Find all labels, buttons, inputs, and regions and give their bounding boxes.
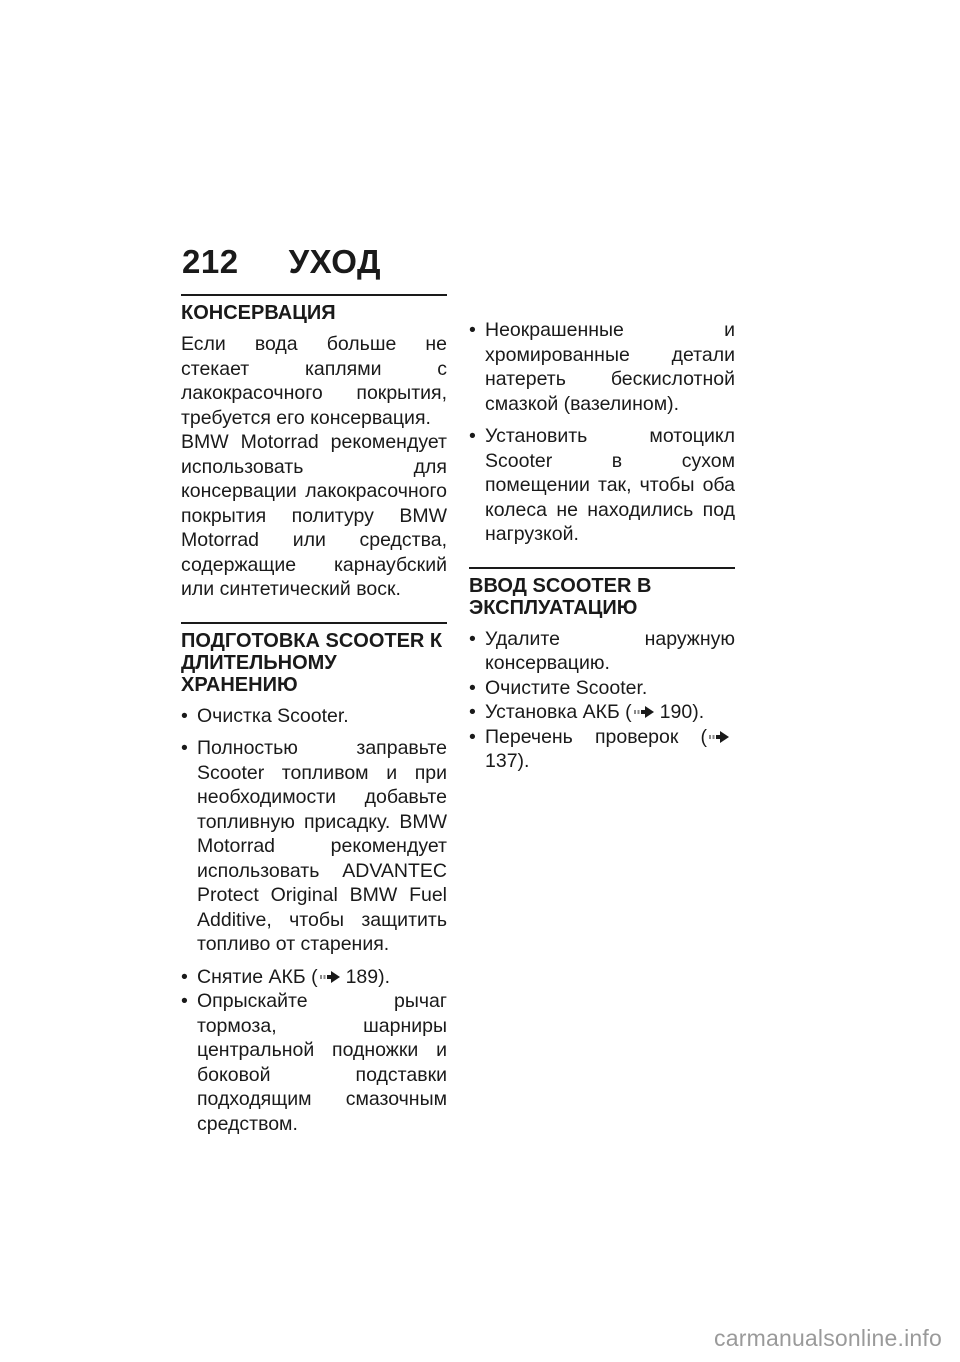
list-item: • Очистка Scooter. — [181, 704, 447, 729]
chapter-title: УХОД — [288, 243, 381, 280]
list-item-text: Перечень проверок ( — [485, 725, 707, 748]
section-title-conservation: КОНСЕРВАЦИЯ — [181, 294, 447, 324]
arrow-right-icon — [320, 970, 342, 984]
list-item-end: ). — [378, 965, 391, 988]
list-item: • Опрыскайте рычаг тормоза, шарниры центральной подножки и боковой подставки подходящим смазочным средством. — [181, 989, 447, 1136]
paragraph: Если вода больше не стекает каплями с лакокрасочного покрытия, требуется его консервация. — [181, 333, 447, 429]
page-number: 212 — [182, 243, 239, 280]
list-item-text: Установка АКБ ( — [485, 701, 632, 723]
right-column — [469, 294, 735, 774]
left-column — [181, 294, 447, 1144]
list-item-end: ). — [692, 701, 705, 723]
list-item — [181, 965, 447, 990]
list-item-text: Снятие АКБ ( — [197, 965, 318, 988]
storage-list-continued — [469, 318, 735, 547]
list-item — [469, 725, 735, 774]
list-item: • Неокрашенные и хромированные детали натереть бескислотной смазкой (вазелином). — [469, 318, 735, 416]
watermark: carmanualsonline.info — [714, 1325, 942, 1351]
list-item: • Полностью заправьте Scooter топливом и при необходимости добавьте топливную присадку. BMW Motorrad рекомендует использовать ADVANTEC Protect Original BMW Fuel Additive, чтобы защитить топливо от старения. — [181, 736, 447, 957]
list-item: • Очистите Scooter. — [469, 676, 735, 701]
list-item: • Установить мотоцикл Scooter в сухом помещении так, чтобы оба колеса не находились под нагрузкой. — [469, 424, 735, 547]
arrow-right-icon — [634, 705, 656, 719]
list-item — [469, 700, 735, 725]
section-title-storage: ПОДГОТОВКА SCOOTER К ДЛИТЕЛЬНОМУ ХРАНЕНИЮ — [181, 622, 447, 696]
arrow-right-icon — [709, 730, 731, 744]
page-reference[interactable]: 189 — [345, 965, 379, 988]
page-header — [182, 243, 381, 281]
page-reference[interactable]: 137 — [485, 750, 518, 772]
storage-list — [181, 704, 447, 1137]
list-item: • Удалите наружную консервацию. — [469, 627, 735, 676]
paragraph: BMW Motorrad рекомендует использовать для консервации лакокрасочного покрытия политуру BMW Motorrad или средства, содержащие карнаубский или синтетический воск. — [181, 431, 447, 600]
section-title-recommission: ВВОД SCOOTER В ЭКСПЛУАТАЦИЮ — [469, 567, 735, 619]
recommission-list — [469, 627, 735, 774]
page-reference[interactable]: 190 — [659, 701, 693, 723]
list-item-end: ). — [517, 750, 530, 772]
